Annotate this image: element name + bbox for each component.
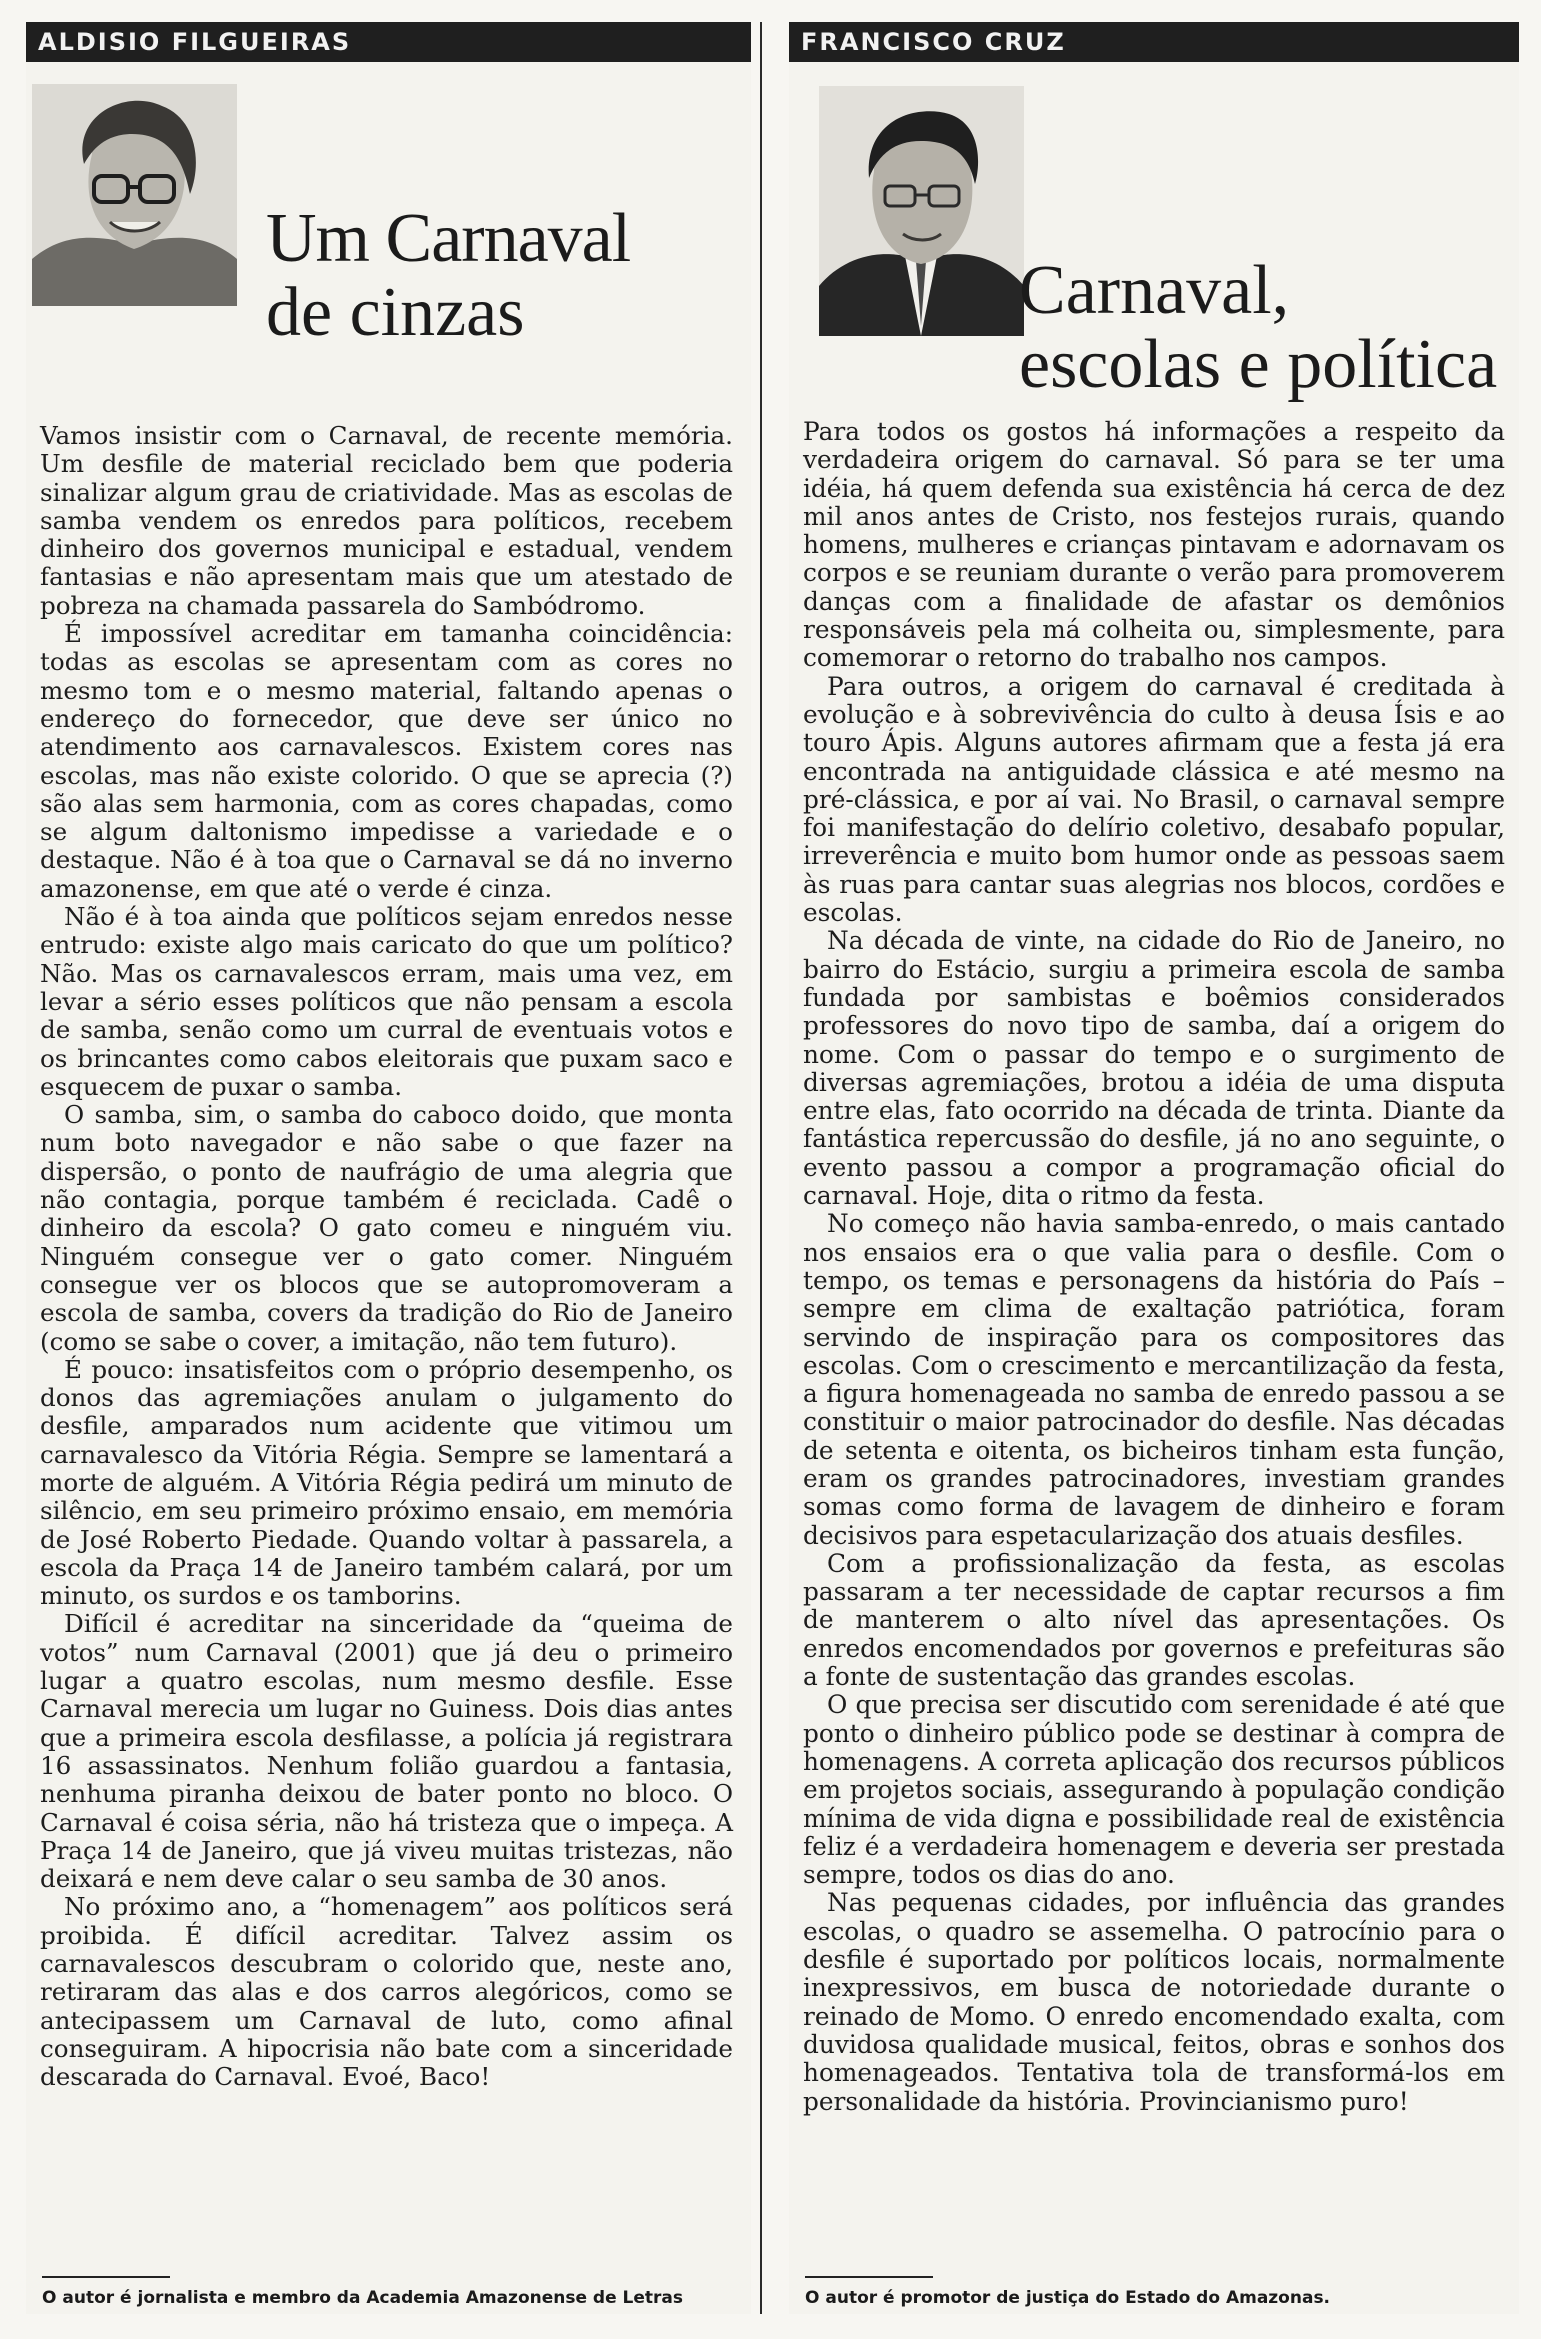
footnote-rule: [42, 2276, 170, 2278]
author-portrait-icon: [819, 86, 1024, 336]
article-body: [789, 418, 1519, 2116]
column-divider: [760, 22, 762, 2314]
paragraph: Com a profissionalização da festa, as escolas passaram a ter necessidade de captar recursos a fim de manterem o alto nível das apresentações. Os enredos encomendados por governos e prefeituras são a fonte de sustentação das grandes escolas.: [803, 1548, 1505, 1692]
paragraph: É impossível acreditar em tamanha coincidência: todas as escolas se apresentam com as cores no mesmo tom e o mesmo material, faltando apenas o endereço do fornecedor, que deve ser único no atendimento aos carnavalescos. Existem cores nas escolas, mas não existe colorido. O que se aprecia (?) são alas sem harmonia, com as cores chapadas, como se algum daltonismo impedisse a variedade e o destaque. Não é à toa que o Carnaval se dá no inverno amazonense, em que até o verde é cinza.: [40, 619, 733, 903]
article-title: [266, 202, 630, 350]
author-footnote: [26, 2276, 751, 2308]
author-bar: ALDISIO FILGUEIRAS: [26, 22, 751, 62]
footnote-rule: [805, 2276, 933, 2278]
column-aldisio: [26, 22, 751, 2314]
paragraph: Para todos os gostos há informações a respeito da verdadeira origem do carnaval. Só para se ter uma idéia, há quem defenda sua existência há cerca de dez mil anos antes de Cristo, nos festejos rurais, quando homens, mulheres e crianças pintavam e adornavam os corpos e se reuniam durante o verão para promoverem danças com a finalidade de afastar os demônios responsáveis pela má colheita ou, simplesmente, para comemorar o retorno do trabalho nos campos.: [803, 417, 1505, 673]
paragraph: No começo não havia samba-enredo, o mais cantado nos ensaios era o que valia para o desfile. Com o tempo, os temas e personagens da história do País – sempre em clima de exaltação patriótica, foram servindo de inspiração para os compositores das escolas. Com o crescimento e mercantilização da festa, a figura homenageada no samba de enredo passou a se constituir o maior patrocinador do desfile. Nas décadas de setenta e oitenta, os bicheiros tinham esta função, eram os grandes patrocinadores, investiam grandes somas como forma de lavagem de dinheiro e foram decisivos para espetacularização dos atuais desfiles.: [803, 1209, 1505, 1550]
author-photo: [819, 86, 1024, 336]
title-line-1: Um Carnaval: [266, 200, 631, 277]
author-portrait-icon: [32, 84, 237, 306]
paragraph: Na década de vinte, na cidade do Rio de Janeiro, no bairro do Estácio, surgiu a primeira escola de samba fundada por sambistas e boêmios considerados professores do novo tipo de samba, daí a origem do nome. Com o passar do tempo e o surgimento de diversas agremiações, brotou a idéia de uma disputa entre elas, fato ocorrido na década de trinta. Diante da fantástica repercussão do desfile, já no ano seguinte, o evento passou a compor a programação oficial do carnaval. Hoje, dita o ritmo da festa.: [803, 926, 1505, 1211]
paragraph: O que precisa ser discutido com serenidade é até que ponto o dinheiro público pode se destinar à compra de homenagens. A correta aplicação dos recursos públicos em projetos sociais, assegurando à população condição mínima de vida digna e possibilidade real de existência feliz é a verdadeira homenagem e deveria ser prestada sempre, todos os dias do ano.: [803, 1690, 1505, 1890]
paragraph: Vamos insistir com o Carnaval, de recente memória. Um desfile de material reciclado bem que poderia sinalizar algum grau de criatividade. Mas as escolas de samba vendem os enredos para políticos, recebem dinheiro dos governos municipal e estadual, vendem fantasias e não apresentam mais que um atestado de pobreza na chamada passarela do Sambódromo.: [40, 421, 733, 620]
author-footnote: [789, 2276, 1519, 2308]
paragraph: Difícil é acreditar na sinceridade da “queima de votos” num Carnaval (2001) que já deu o primeiro lugar a quatro escolas, num mesmo desfile. Esse Carnaval merecia um lugar no Guiness. Dois dias antes que a primeira escola desfilasse, a polícia já registrara 16 assassinatos. Nenhum folião guardou a fantasia, nenhuma piranha deixou de bater ponto no bloco. O Carnaval é coisa séria, não há tristeza que o impeça. A Praça 14 de Janeiro, que já viveu muitas tristezas, não deixará e nem deve calar o seu samba de 30 anos.: [40, 1609, 733, 1894]
title-line-1: Carnaval,: [1019, 252, 1290, 329]
author-bar: FRANCISCO CRUZ: [789, 22, 1519, 62]
article-header: [26, 62, 751, 362]
footnote-text: O autor é jornalista e membro da Academia Amazonense de Letras: [42, 2288, 684, 2308]
title-line-2: escolas e política: [1019, 326, 1498, 403]
author-photo: [32, 84, 237, 306]
column-francisco: [789, 22, 1519, 2314]
paragraph: Para outros, a origem do carnaval é creditada à evolução e à sobrevivência do culto à deusa Ísis e ao touro Ápis. Alguns autores afirmam que a festa já era encontrada na antiguidade clássica e até mesmo na pré-clássica, e por aí vai. No Brasil, o carnaval sempre foi manifestação do delírio coletivo, desabafo popular, irreverência e muito bom humor onde as pessoas saem às ruas para cantar suas alegrias nos blocos, cordões e escolas.: [803, 671, 1505, 928]
article-title: [1019, 254, 1497, 402]
footnote-text: O autor é promotor de justiça do Estado do Amazonas.: [805, 2288, 1331, 2308]
article-body: [26, 422, 751, 2092]
paragraph: No próximo ano, a “homenagem” aos políticos será proibida. É difícil acreditar. Talvez assim os carnavalescos descubram o colorido que, neste ano, retiraram das alas e dos carros alegóricos, como se antecipassem um Carnaval de luto, como afinal conseguiram. A hipocrisia não bate com a sinceridade descarada do Carnaval. Evoé, Baco!: [40, 1892, 733, 2092]
paragraph: Nas pequenas cidades, por influência das grandes escolas, o quadro se assemelha. O patrocínio para o desfile é suportado por políticos locais, normalmente inexpressivos, em busca de notoriedade durante o reinado de Momo. O enredo encomendado exalta, com duvidosa qualidade musical, feitos, obras e sonhos dos homenageados. Tentativa tola de transformá-los em personalidade da história. Provincianismo puro!: [803, 1888, 1505, 2116]
article-header: [789, 62, 1519, 403]
paragraph: É pouco: insatisfeitos com o próprio desempenho, os donos das agremiações anulam o julgamento do desfile, amparados num acidente que vitimou um carnavalesco da Vitória Régia. Sempre se lamentará a morte de alguém. A Vitória Régia pedirá um minuto de silêncio, em seu primeiro próximo ensaio, em memória de José Roberto Piedade. Quando voltar à passarela, a escola da Praça 14 de Janeiro também calará, por um minuto, os surdos e os tamborins.: [40, 1354, 733, 1611]
title-line-2: de cinzas: [266, 274, 525, 351]
paragraph: O samba, sim, o samba do caboco doido, que monta num boto navegador e não sabe o que fazer na dispersão, o ponto de naufrágio de uma alegria que não contagia, porque também é reciclada. Cadê o dinheiro da escola? O gato comeu e ninguém viu. Ninguém consegue ver o gato comer. Ninguém consegue ver os blocos que se autopromoveram a escola de samba, covers da tradição do Rio de Janeiro (como se sabe o cover, a imitação, não tem futuro).: [40, 1100, 733, 1356]
paragraph: Não é à toa ainda que políticos sejam enredos nesse entrudo: existe algo mais caricato do que um político? Não. Mas os carnavalescos erram, mais uma vez, em levar a sério esses políticos que não pensam a escola de samba, senão como um curral de eventuais votos e os brincantes como cabos eleitorais que puxam saco e esquecem de puxar o samba.: [40, 902, 733, 1101]
